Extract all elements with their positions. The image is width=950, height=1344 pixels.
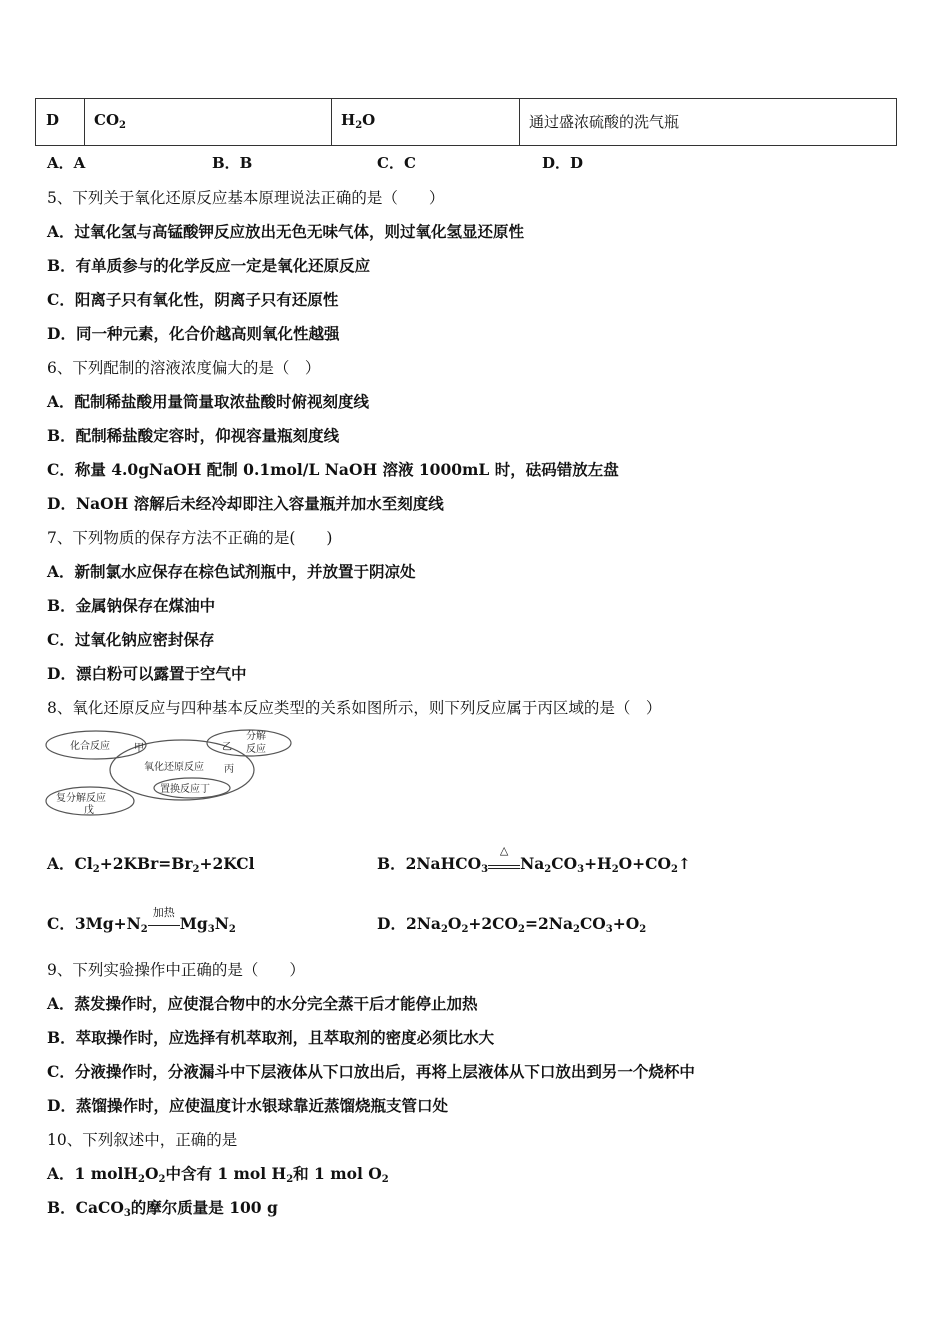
q5-stem: 5、下列关于氧化还原反应基本原理说法正确的是（ ） [47, 189, 445, 207]
q7-option-d: D．漂白粉可以露置于空气中 [47, 664, 247, 683]
label-decomposition-2: 反应 [246, 744, 266, 755]
q10-option-a: A．1 $molH_2O_2$中含有 1 mol $H_2$和 1 mol $O_2$ [47, 1164, 389, 1185]
reaction-condition-heat: △ [488, 858, 520, 872]
q6-stem: 6、下列配制的溶液浓度偏大的是（ ） [47, 359, 321, 377]
q8-stem: 8、氧化还原反应与四种基本反应类型的关系如图所示，则下列反应属于丙区域的是（ ） [47, 699, 662, 717]
q7-option-b: B．金属钠保存在煤油中 [47, 596, 216, 615]
q4-option-c: C．C [377, 154, 416, 172]
q7-stem: 7、下列物质的保存方法不正确的是( ) [47, 529, 333, 547]
q6-option-d: D．NaOH 溶解后未经冷却即注入容量瓶并加水至刻度线 [47, 494, 444, 513]
q9-option-a: A．蒸发操作时，应使混合物中的水分完全蒸干后才能停止加热 [47, 994, 478, 1013]
table-cell-substance: $CO_2$ [85, 99, 332, 145]
options-table-row-d [35, 98, 897, 146]
label-combination: 化合反应 [70, 741, 110, 752]
q4-option-d: D．D [542, 154, 584, 172]
q4-option-b: B．B [212, 154, 253, 172]
label-jia: 甲 [134, 743, 144, 754]
q9-option-d: D．蒸馏操作时，应使温度计水银球靠近蒸馏烧瓶支管口处 [47, 1096, 448, 1115]
label-displacement: 置换反应丁 [160, 784, 210, 795]
q8-option-b: B．2NaHCO$_3$ △ $Na_2CO_3+H_2O+CO_2↑$ [377, 844, 691, 875]
label-wu: 戊 [84, 805, 94, 816]
table-cell-method: 通过盛浓硫酸的洗气瓶 [529, 113, 680, 131]
label-redox: 氧化还原反应 [144, 762, 204, 773]
reaction-type-venn-diagram [44, 728, 304, 820]
q5-option-c: C．阳离子只有氧化性，阴离子只有还原性 [47, 290, 339, 309]
q9-stem: 9、下列实验操作中正确的是（ ） [47, 961, 305, 979]
q6-option-c: C．称量 4.0gNaOH 配制 0.1mol/L NaOH 溶液 1000mL 时，砝码错放左盘 [47, 460, 619, 479]
q10-option-b: B．CaCO$_3$的摩尔质量是 100 g [47, 1198, 278, 1219]
label-double-displacement: 复分解反应 [56, 793, 106, 804]
table-cell-impurity: $H_2O$ [332, 99, 520, 145]
q9-option-c: C．分液操作时，分液漏斗中下层液体从下口放出后，再将上层液体从下口放出到另一个烧杯中 [47, 1062, 695, 1081]
q7-option-a: A．新制氯水应保存在棕色试剂瓶中，并放置于阴凉处 [47, 562, 416, 581]
q7-option-c: C．过氧化钠应密封保存 [47, 630, 215, 649]
q8-option-c: C．$3Mg+N_2$ 加热 $Mg_3N_2$ [47, 906, 236, 935]
q6-option-b: B．配制稀盐酸定容时，仰视容量瓶刻度线 [47, 426, 340, 445]
q8-option-a: A．$Cl_2+2KBr=Br_2+2KCl$ [47, 854, 255, 875]
q6-option-a: A．配制稀盐酸用量筒量取浓盐酸时俯视刻度线 [47, 392, 370, 411]
q4-option-a: A．A [47, 154, 86, 172]
q5-option-a: A．过氧化氢与高锰酸钾反应放出无色无味气体，则过氧化氢显还原性 [47, 222, 525, 241]
label-decomposition: 分解 [246, 731, 266, 742]
label-yi: 乙 [222, 742, 232, 753]
q9-option-b: B．萃取操作时，应选择有机萃取剂，且萃取剂的密度必须比水大 [47, 1028, 495, 1047]
q10-stem: 10、下列叙述中，正确的是 [47, 1131, 238, 1149]
q5-option-d: D．同一种元素，化合价越高则氧化性越强 [47, 324, 340, 343]
label-bing: 丙 [224, 764, 234, 775]
reaction-condition-heating: 加热 [148, 918, 180, 932]
table-cell-label: D [36, 99, 85, 145]
q5-option-b: B．有单质参与的化学反应一定是氧化还原反应 [47, 256, 371, 275]
q8-option-d: D．$2Na_2O_2+2CO_2=2Na_2CO_3+O_2$ [377, 914, 647, 935]
